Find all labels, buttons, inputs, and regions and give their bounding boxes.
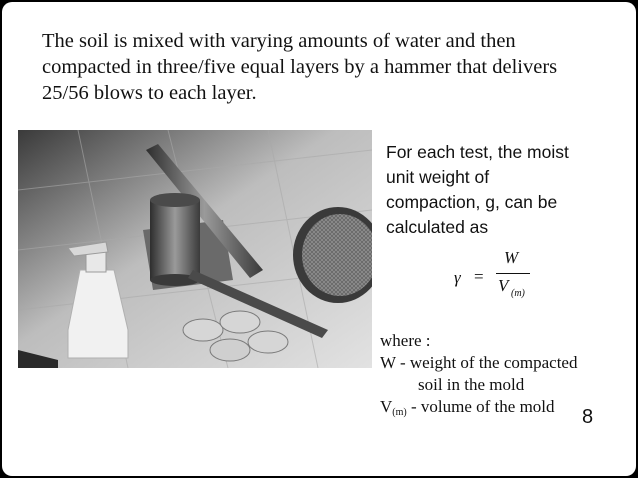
description-line: compaction, g, can be [386,192,558,212]
compaction-equipment-photo [18,130,372,368]
formula-gamma: γ [454,268,461,287]
formula-fraction-bar [496,273,530,274]
photo-illustration [18,130,372,368]
definition-v-description: - volume of the mold [406,397,555,416]
formula-denominator: V [498,276,509,295]
intro-paragraph [42,28,602,106]
definition-v-symbol: V [380,397,393,416]
slide [2,2,636,476]
intro-line: compacted in three/five equal layers by a hammer that delivers [42,56,558,78]
description-line: unit weight of [386,167,490,187]
definition-w-line1: W - weight of the compacted [380,353,578,372]
intro-line: The soil is mixed with varying amounts of water and then [42,30,516,52]
page-number: 8 [582,406,594,428]
definition-w-line2: soil in the mold [418,375,525,394]
unit-weight-formula [454,248,564,312]
description-line: For each test, the moist [386,142,569,162]
formula-denominator-subscript: (m) [511,288,525,299]
definitions-where: where : [380,331,431,350]
intro-line: 25/56 blows to each layer. [42,82,257,104]
description-line: calculated as [386,217,489,237]
description-text [386,140,626,240]
definition-v-subscript: (m) [392,407,407,418]
formula-numerator: W [504,248,519,267]
formula-equals: = [474,267,484,286]
